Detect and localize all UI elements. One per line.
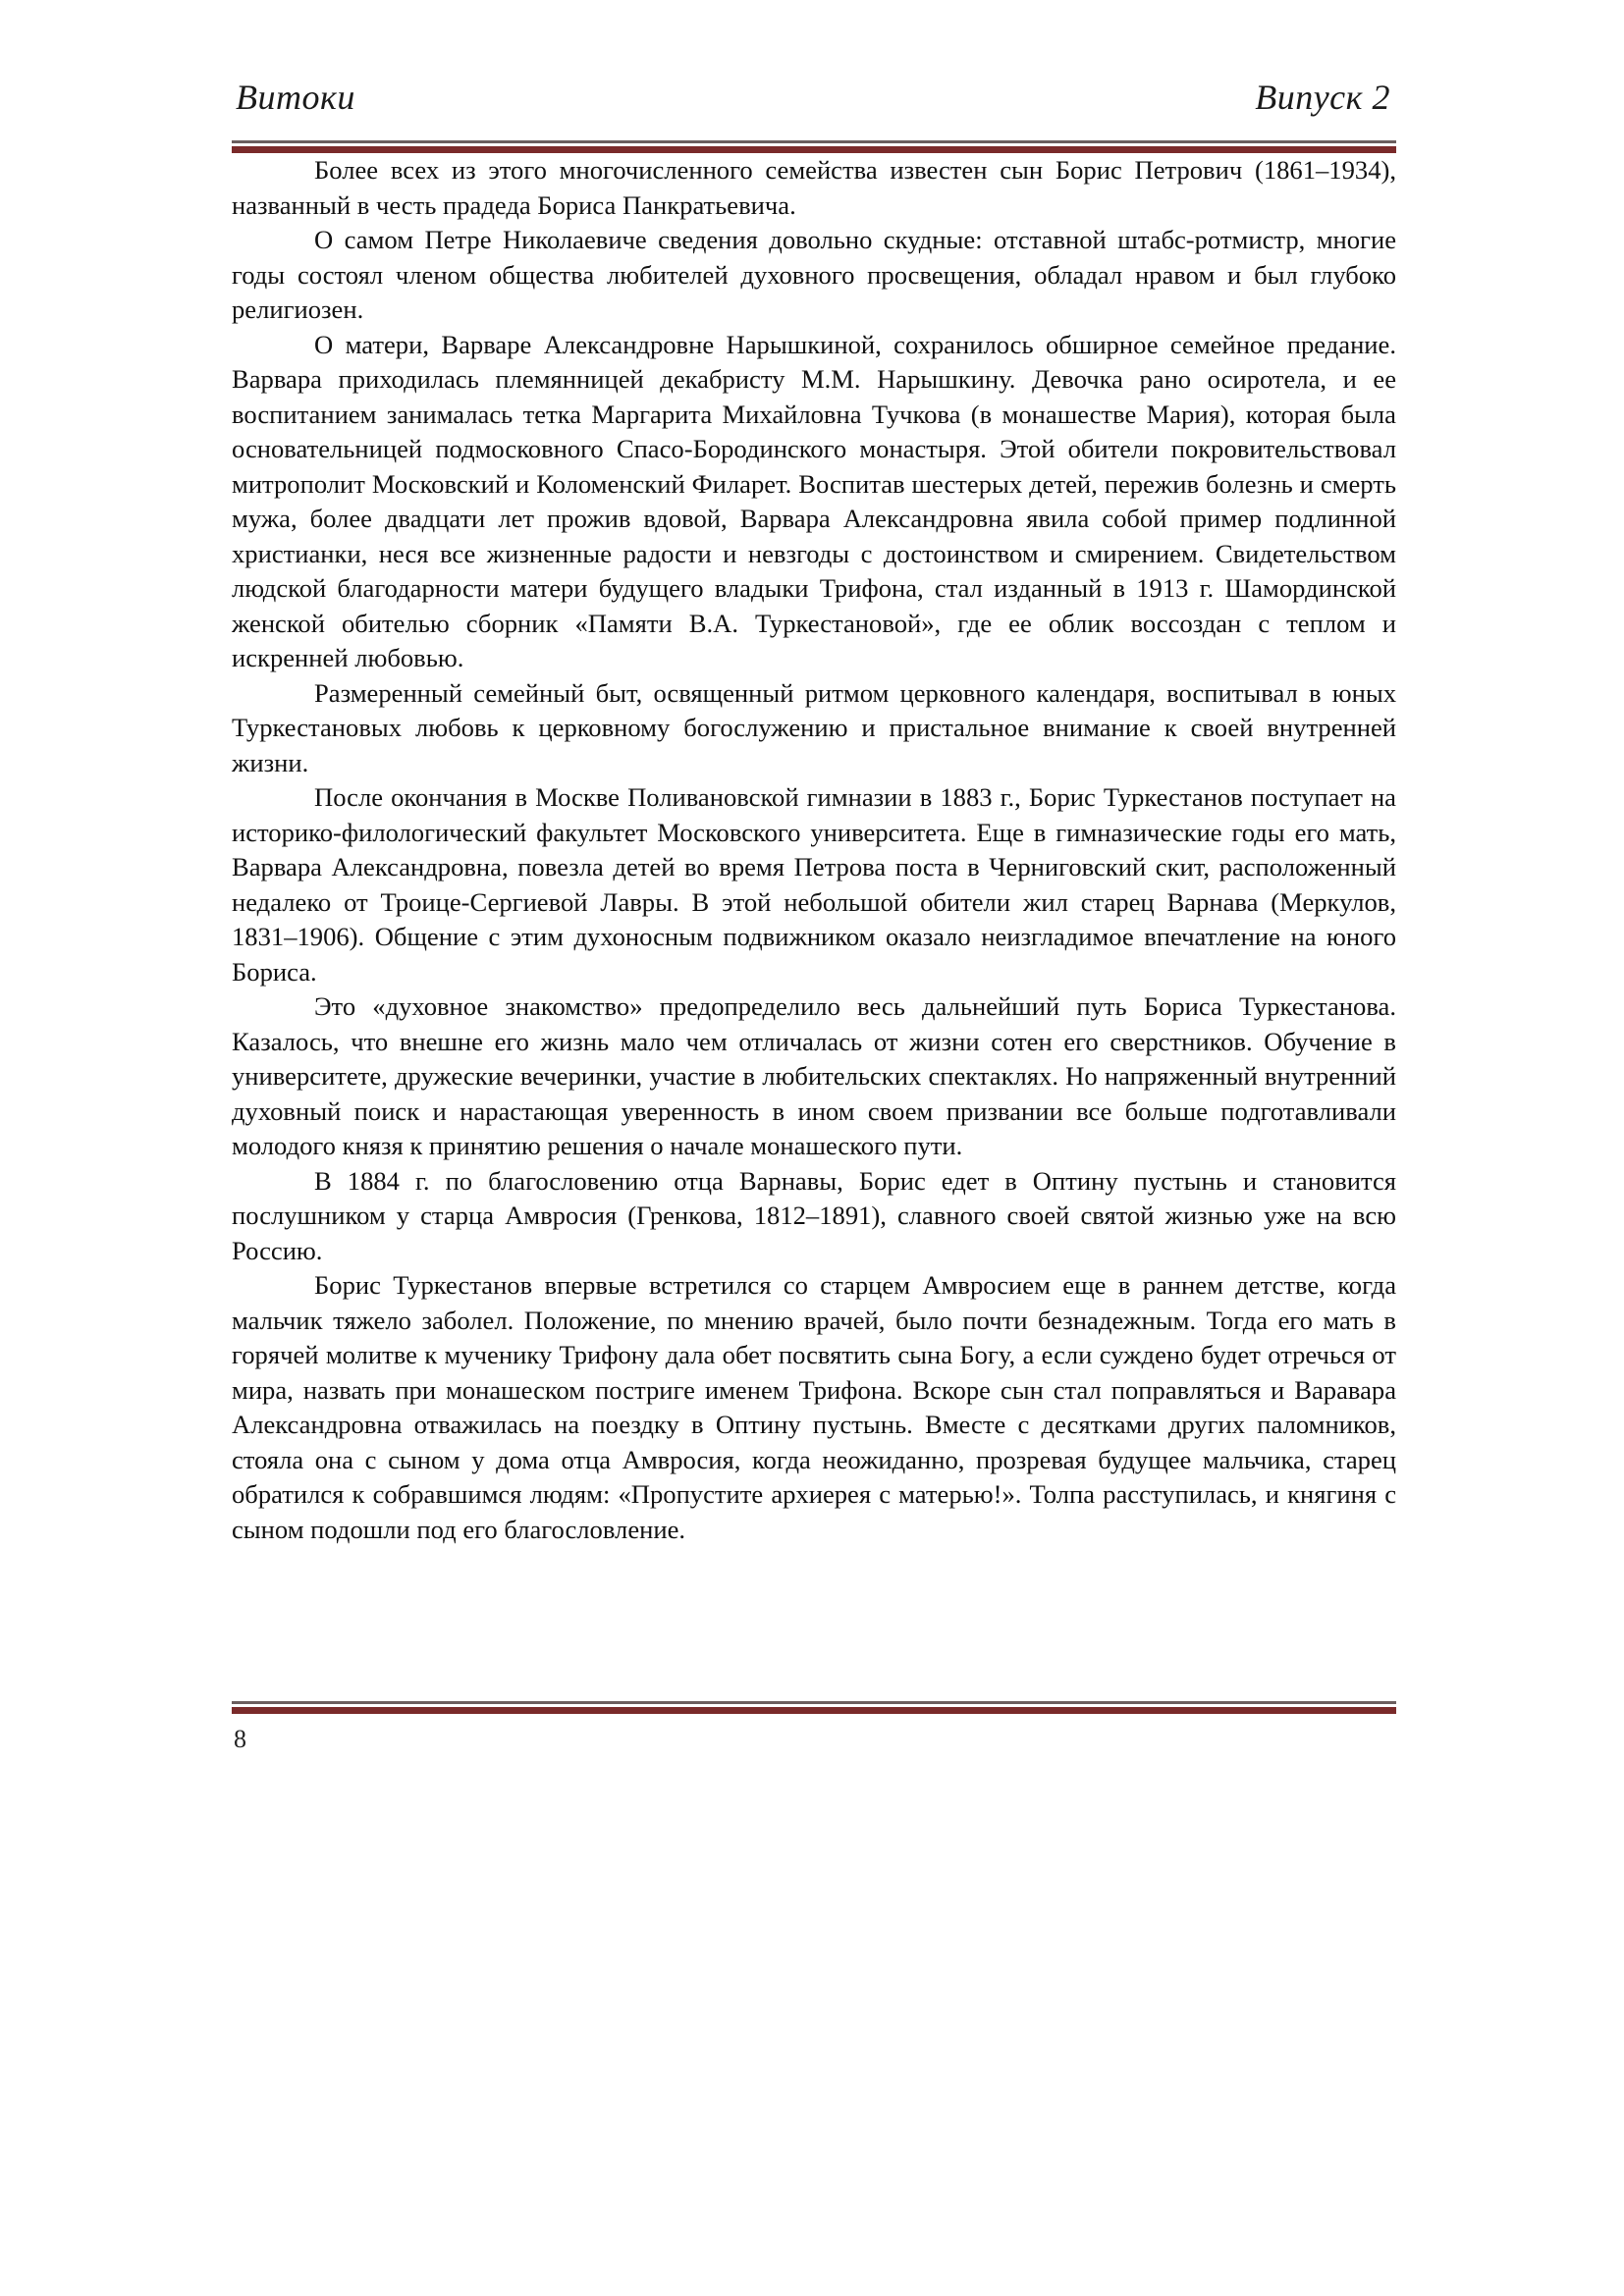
paragraph: О матери, Варваре Александровне Нарышкиной, сохранилось обширное семейное предание. Варвара приходилась племянницей декабристу М.М. Нарышкину. Девочка рано осиротела, и ее воспитанием занималась тетка Маргарита Михайловна Тучкова (в монашестве Мария), которая была основательницей подмосковного Спасо-Бородинского монастыря. Этой обители покровительствовал митрополит Московский и Коломенский Филарет. Воспитав шестерых детей, пережив болезнь и смерть мужа, более двадцати лет прожив вдовой, Варвара Александровна явила собой пример подлинной христианки, неся все жизненные радости и невзгоды с достоинством и смирением. Свидетельством людской благодарности матери будущего владыки Трифона, стал изданный в 1913 г. Шамординской женской обителью сборник «Памяти В.А. Туркестановой», где ее облик воссоздан с теплом и искренней любовью. [232,329,1396,672]
header-rule-thin-line [232,140,1396,143]
issue-label: Випуск 2 [1255,78,1390,117]
paragraph: Размеренный семейный быт, освященный ритмом церковного календаря, воспитывал в юных Туркестановых любовь к церковному богослужению и пристальное внимание к своей внутренней жизни. [232,677,1396,777]
running-header [232,77,1396,132]
paragraph: В 1884 г. по благословению отца Варнавы, Борис едет в Оптину пустынь и становится послушником у старца Амвросия (Гренкова, 1812–1891), славного своей святой жизнью уже на всю Россию. [232,1165,1396,1265]
footer-rule [232,1701,1396,1714]
article-body [232,153,1396,1547]
footer-rule-thin-line [232,1701,1396,1704]
paragraph: После окончания в Москве Поливановской гимназии в 1883 г., Борис Туркестанов поступает на историко-филологический факультет Московского университета. Еще в гимназические годы его мать, Варвара Александровна, повезла детей во время Петрова поста в Черниговский скит, расположенный недалеко от Троице-Сергиевой Лавры. В этой небольшой обители жил старец Варнава (Меркулов, 1831–1906). Общение с этим духоносным подвижником оказало неизгладимое впечатление на юного Бориса. [232,782,1396,987]
journal-name: Витоки [236,78,355,117]
footer-rule-thick-line [232,1707,1396,1714]
header-rule-thick-line [232,146,1396,153]
header-rule [232,140,1396,153]
page-number: 8 [234,1725,246,1753]
paragraph: Борис Туркестанов впервые встретился со старцем Амвросием еще в раннем детстве, когда мальчик тяжело заболел. Положение, по мнению врачей, было почти безнадежным. Тогда его мать в горячей молитве к мученику Трифону дала обет посвятить сына Богу, а если суждено будет отречься от мира, назвать при монашеском постриге именем Трифона. Вскоре сын стал поправляться и Варавара Александровна отважилась на поездку в Оптину пустынь. Вместе с десятками других паломников, стояла она с сыном у дома отца Амвросия, когда неожиданно, прозревая будущее мальчика, старец обратился к собравшимся людям: «Пропустите архиерея с матерью!». Толпа расступилась, и княгиня с сыном подошли под его благословление. [232,1270,1396,1544]
paragraph: Это «духовное знакомство» предопределило весь дальнейший путь Бориса Туркестанова. Казалось, что внешне его жизнь мало чем отличалась от жизни сотен его сверстников. Обучение в университете, дружеские вечеринки, участие в любительских спектаклях. Но напряженный внутренний духовный поиск и нарастающая уверенность в ином своем призвании все больше подготавливали молодого князя к принятию решения о начале монашеского пути. [232,991,1396,1160]
paragraph: Более всех из этого многочисленного семейства известен сын Борис Петрович (1861–1934), названный в честь прадеда Бориса Панкратьевича. [232,155,1396,220]
paragraph: О самом Петре Николаевиче сведения довольно скудные: отставной штабс-ротмистр, многие годы состоял членом общества любителей духовного просвещения, обладал нравом и был глубоко религиозен. [232,225,1396,324]
